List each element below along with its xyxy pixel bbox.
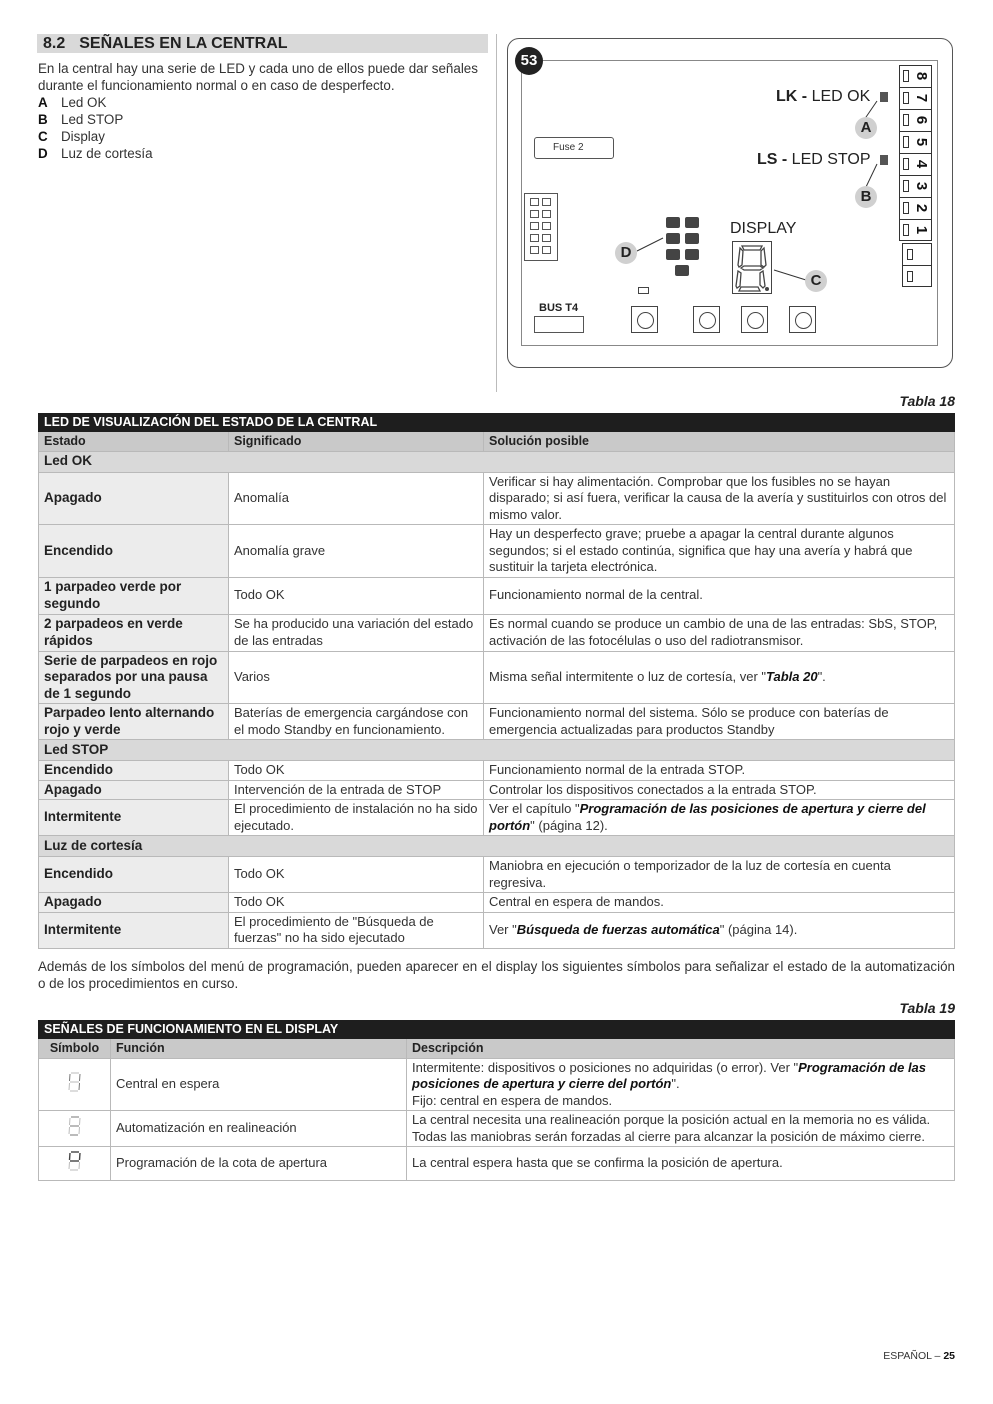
state-cell: 1 parpadeo verde por segundo bbox=[39, 577, 229, 614]
lk-text: LED OK bbox=[811, 88, 871, 105]
description-text: ". bbox=[671, 1076, 680, 1091]
terminal-5: 5 bbox=[900, 132, 931, 154]
function-cell: Programación de la cota de apertura bbox=[111, 1147, 407, 1181]
callout-lines bbox=[0, 0, 993, 400]
item-text: Luz de cortesía bbox=[61, 146, 153, 161]
table-row bbox=[39, 1058, 955, 1111]
display-symbol-standby-icon bbox=[67, 1071, 83, 1093]
meaning-cell: Varios bbox=[229, 651, 484, 704]
description-cell bbox=[407, 1058, 955, 1111]
table-title: LED DE VISUALIZACIÓN DEL ESTADO DE LA CENTRAL bbox=[39, 414, 955, 432]
state-cell: Apagado bbox=[39, 472, 229, 525]
symbol-cell bbox=[39, 1058, 111, 1111]
column-header: Estado bbox=[39, 431, 229, 451]
ls-text: LED STOP bbox=[791, 151, 871, 168]
table-reference: Tabla 20 bbox=[766, 669, 818, 684]
state-cell: Encendido bbox=[39, 857, 229, 893]
solution-text: Ver el capítulo " bbox=[489, 801, 580, 816]
meaning-cell: Se ha producido una variación del estado de las entradas bbox=[229, 614, 484, 651]
solution-cell: Funcionamiento normal de la central. bbox=[484, 577, 955, 614]
terminal-slot bbox=[903, 244, 931, 266]
column-header: Significado bbox=[229, 431, 484, 451]
state-cell: Parpadeo lento alternando rojo y verde bbox=[39, 704, 229, 740]
terminal-1: 1 bbox=[900, 220, 931, 242]
solution-cell bbox=[484, 912, 955, 948]
item-letter: A bbox=[38, 95, 48, 110]
meaning-cell: Intervención de la entrada de STOP bbox=[229, 780, 484, 800]
terminal-block bbox=[899, 65, 932, 241]
description-text: Fijo: central en espera de mandos. bbox=[412, 1092, 613, 1108]
column-header: Descripción bbox=[407, 1038, 955, 1058]
table-row bbox=[39, 857, 955, 893]
table-row bbox=[39, 472, 955, 525]
display-symbol-realign-icon bbox=[67, 1115, 83, 1137]
column-header: Solución posible bbox=[484, 431, 955, 451]
table-title: SEÑALES DE FUNCIONAMIENTO EN EL DISPLAY bbox=[39, 1021, 955, 1039]
table-row bbox=[39, 761, 955, 781]
page-footer bbox=[883, 1350, 955, 1362]
group-row: Luz de cortesía bbox=[39, 836, 955, 857]
state-cell: Encendido bbox=[39, 525, 229, 578]
state-cell: Apagado bbox=[39, 893, 229, 913]
table-row bbox=[39, 800, 955, 836]
solution-cell: Funcionamiento normal del sistema. Sólo se produce con baterías de emergencia actualizadas para productos Standby bbox=[484, 704, 955, 740]
solution-cell: Es normal cuando se produce un cambio de una de las entradas: SbS, STOP, activación de las fotocélulas o uso del radiotransmisor. bbox=[484, 614, 955, 651]
terminal-2: 2 bbox=[900, 198, 931, 220]
group-row: Led OK bbox=[39, 451, 955, 472]
solution-cell: Verificar si hay alimentación. Comprobar que los fusibles no se hayan disparado; si así fuera, verificar la causa de la avería y sustituirlos con otros del mismo valor. bbox=[484, 472, 955, 525]
solution-text: " (página 14). bbox=[719, 921, 798, 937]
table-row bbox=[39, 614, 955, 651]
callout-d: D bbox=[615, 242, 637, 264]
solution-text: " (página 12). bbox=[530, 817, 608, 833]
terminal-block-2 bbox=[902, 243, 932, 287]
table19 bbox=[38, 1020, 955, 1181]
solution-cell: Central en espera de mandos. bbox=[484, 893, 955, 913]
body-paragraph: Además de los símbolos del menú de programación, pueden aparecer en el display los siguientes símbolos para señalizar el estado de la automatización o de los procedimientos en curso. bbox=[38, 959, 955, 991]
symbol-cell bbox=[39, 1111, 111, 1147]
terminal-7: 7 bbox=[900, 88, 931, 110]
terminal-3: 3 bbox=[900, 176, 931, 198]
figure-number: 53 bbox=[515, 47, 543, 75]
solution-cell: Funcionamiento normal de la entrada STOP. bbox=[484, 761, 955, 781]
display-label: DISPLAY bbox=[730, 220, 797, 237]
meaning-cell: Todo OK bbox=[229, 577, 484, 614]
meaning-cell: Anomalía grave bbox=[229, 525, 484, 578]
item-text: Led OK bbox=[61, 95, 107, 110]
description-text: Intermitente: dispositivos o posiciones no adquiridas (o error). Ver " bbox=[412, 1059, 799, 1075]
table18-label: Tabla 18 bbox=[899, 393, 955, 409]
callout-a: A bbox=[855, 117, 877, 139]
bus-label: BUS T4 bbox=[539, 302, 579, 314]
meaning-cell: Baterías de emergencia cargándose con el modo Standby en funcionamiento. bbox=[229, 704, 484, 740]
solution-text: Ver " bbox=[489, 921, 517, 937]
terminal-6: 6 bbox=[900, 110, 931, 132]
chapter-reference: Búsqueda de fuerzas automática bbox=[516, 921, 720, 937]
item-text: Display bbox=[61, 129, 105, 144]
state-cell: Intermitente bbox=[39, 912, 229, 948]
callout-b: B bbox=[855, 186, 877, 208]
meaning-cell: El procedimiento de instalación no ha sido ejecutado. bbox=[229, 800, 484, 836]
function-cell: Central en espera bbox=[111, 1058, 407, 1111]
terminal-8: 8 bbox=[900, 66, 931, 88]
solution-cell: Maniobra en ejecución o temporizador de la luz de cortesía en cuenta regresiva. bbox=[484, 857, 955, 893]
state-cell: Apagado bbox=[39, 780, 229, 800]
intro-text: En la central hay una serie de LED y cada uno de ellos puede dar señales durante el funcionamiento normal o en caso de desperfecto. bbox=[38, 61, 478, 93]
solution-cell: Controlar los dispositivos conectados a la entrada STOP. bbox=[484, 780, 955, 800]
meaning-cell: Todo OK bbox=[229, 893, 484, 913]
terminal-4: 4 bbox=[900, 154, 931, 176]
table-row bbox=[39, 1147, 955, 1181]
solution-cell bbox=[484, 800, 955, 836]
item-letter: D bbox=[38, 146, 48, 161]
table-row bbox=[39, 893, 955, 913]
state-cell: Serie de parpadeos en rojo separados por una pausa de 1 segundo bbox=[39, 651, 229, 704]
lk-code: LK - bbox=[776, 88, 808, 105]
chapter-reference: Programación de las posiciones de apertura y cierre del portón bbox=[412, 1059, 927, 1091]
table-row bbox=[39, 704, 955, 740]
item-letter: C bbox=[38, 129, 48, 144]
column-header: Función bbox=[111, 1038, 407, 1058]
terminal-slot bbox=[903, 266, 931, 287]
item-letter: B bbox=[38, 112, 48, 127]
solution-cell: Hay un desperfecto grave; pruebe a apagar la central durante algunos segundos; si el estado continúa, significa que hay una avería y habrá que sustituir la tarjeta electrónica. bbox=[484, 525, 955, 578]
table18 bbox=[38, 413, 955, 949]
group-row: Led STOP bbox=[39, 740, 955, 761]
table-row bbox=[39, 577, 955, 614]
solution-text: Misma señal intermitente o luz de cortesía, ver " bbox=[489, 669, 767, 684]
section-title: SEÑALES EN LA CENTRAL bbox=[79, 35, 288, 52]
column-header: Símbolo bbox=[39, 1038, 111, 1058]
page-number: 25 bbox=[943, 1350, 955, 1362]
solution-text: ". bbox=[817, 669, 826, 684]
callout-c: C bbox=[805, 270, 827, 292]
meaning-cell: El procedimiento de "Búsqueda de fuerzas" no ha sido ejecutado bbox=[229, 912, 484, 948]
footer-language: ESPAÑOL – bbox=[883, 1350, 941, 1362]
ls-code: LS - bbox=[757, 151, 788, 168]
function-cell: Automatización en realineación bbox=[111, 1111, 407, 1147]
symbol-cell bbox=[39, 1147, 111, 1181]
display-symbol-opening-icon bbox=[67, 1150, 83, 1172]
table-row bbox=[39, 780, 955, 800]
table-row bbox=[39, 651, 955, 704]
solution-cell bbox=[484, 651, 955, 704]
meaning-cell: Todo OK bbox=[229, 857, 484, 893]
table-row bbox=[39, 912, 955, 948]
item-text: Led STOP bbox=[61, 112, 124, 127]
meaning-cell: Anomalía bbox=[229, 472, 484, 525]
description-cell: La central espera hasta que se confirma la posición de apertura. bbox=[407, 1147, 955, 1181]
state-cell: 2 parpadeos en verde rápidos bbox=[39, 614, 229, 651]
state-cell: Encendido bbox=[39, 761, 229, 781]
state-cell: Intermitente bbox=[39, 800, 229, 836]
table-row bbox=[39, 525, 955, 578]
description-cell: La central necesita una realineación porque la posición actual en la memoria no es válida. Todas las maniobras serán forzadas al cierre para alcanzar la posición de máximo cierre. bbox=[407, 1111, 955, 1147]
table-row bbox=[39, 1111, 955, 1147]
section-number: 8.2 bbox=[43, 35, 66, 52]
fuse-component: Fuse 2 bbox=[534, 137, 614, 159]
table19-label: Tabla 19 bbox=[899, 1000, 955, 1016]
chapter-reference: Programación de las posiciones de apertura y cierre del portón bbox=[489, 801, 926, 833]
meaning-cell: Todo OK bbox=[229, 761, 484, 781]
